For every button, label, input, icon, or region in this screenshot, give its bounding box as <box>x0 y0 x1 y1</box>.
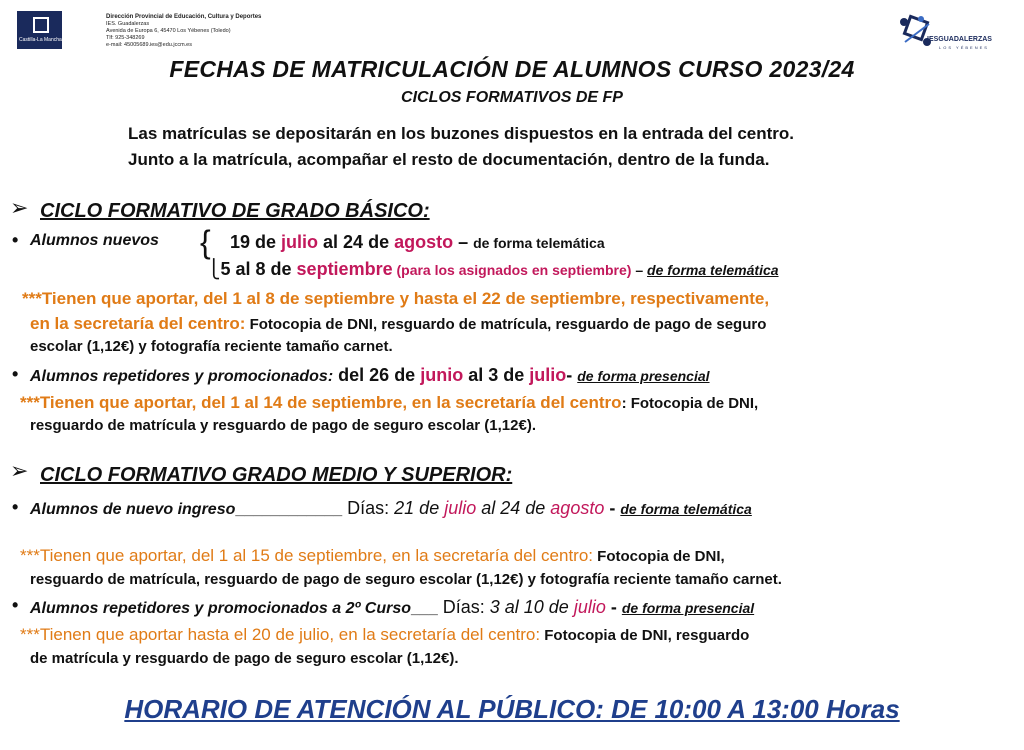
repeat-students-line <box>30 365 710 386</box>
logo-right-text: IESGUADALERZAS <box>927 36 992 43</box>
new-students-label: Alumnos nuevos <box>30 232 159 249</box>
repeat-label: Alumnos repetidores y promocionados a 2º Curso <box>30 600 412 617</box>
bullet-icon: • <box>12 497 19 517</box>
note-line: resguardo de matrícula y resguardo de pago de seguro escolar (1,12€). <box>30 417 537 434</box>
new-students-dates-2 <box>207 259 779 280</box>
new-students-dates-1 <box>230 232 605 253</box>
note-line: de matrícula y resguardo de pago de seguro escolar (1,12€). <box>30 650 459 667</box>
intro-line: Las matrículas se depositarán en los buzones dispuestos en la entrada del centro. <box>128 124 795 143</box>
month-red: agosto <box>394 232 454 252</box>
note-line <box>20 625 749 645</box>
brace-icon: { <box>200 224 211 260</box>
bullet-icon: • <box>12 364 19 384</box>
header-address <box>106 14 261 49</box>
text: 19 de <box>230 232 282 252</box>
month-red: julio <box>444 498 477 518</box>
note-orange: ***Tienen que aportar, del 1 al 15 de septiembre, en la secretaría del centro: <box>20 546 594 565</box>
month-red: julio <box>281 232 319 252</box>
text: 3 al 10 de <box>489 597 574 617</box>
text: – <box>453 232 474 252</box>
note-orange: ***Tienen que aportar hasta el 20 de julio, en la secretaría del centro: <box>20 625 541 644</box>
text: - <box>566 365 578 385</box>
text: 21 de <box>394 498 445 518</box>
mode-text: de forma presencial <box>621 600 755 616</box>
arrow-bullet-icon: ➢ <box>10 195 29 220</box>
month-red: agosto <box>550 498 605 518</box>
month-red: septiembre <box>296 259 393 279</box>
note-black: Fotocopia de DNI, resguardo de matrícula, resguardo de pago de seguro <box>245 316 767 333</box>
note-black: Fotocopia de DNI, resguardo <box>540 627 750 644</box>
mode-text: de forma telemática <box>473 235 605 251</box>
text: Días: <box>342 498 395 518</box>
note-line: ***Tienen que aportar, del 1 al 8 de septiembre y hasta el 22 de septiembre, respectivamente, <box>22 289 770 308</box>
intro-line: Junto a la matrícula, acompañar el resto de documentación, dentro de la funda. <box>128 150 770 169</box>
note-line: escolar (1,12€) y fotografía reciente tamaño carnet. <box>30 338 393 355</box>
header-line: e-mail: 45005689.ies@edu.jccm.es <box>106 42 192 48</box>
header-line: Tlf: 925-348269 <box>106 35 145 41</box>
note-orange: ***Tienen que aportar, del 1 al 14 de septiembre, en la secretaría del centro <box>20 393 622 412</box>
brace-icon: ⎩ <box>207 259 221 279</box>
arrow-bullet-icon: ➢ <box>10 458 29 483</box>
text: 5 al 8 de <box>220 259 297 279</box>
note-line <box>20 393 758 413</box>
month-red: junio <box>420 365 464 385</box>
header-line: Avenida de Europa 6, 45470 Los Yébenes (Toledo) <box>106 28 231 34</box>
logo-right-sub: LOS YÉBENES <box>939 45 989 50</box>
text: al 24 de <box>476 498 551 518</box>
text: – <box>631 262 648 278</box>
note-line <box>30 314 766 334</box>
bullet-icon: • <box>12 230 19 250</box>
castilla-la-mancha-logo <box>17 11 62 49</box>
header-line: Dirección Provincial de Educación, Cultura y Deportes <box>106 14 262 20</box>
section-title-basic: CICLO FORMATIVO DE GRADO BÁSICO: <box>40 200 430 222</box>
note-line <box>20 546 725 566</box>
mode-text: de forma telemática <box>620 501 752 517</box>
text: Días: <box>437 597 490 617</box>
repeat-label: Alumnos repetidores y promocionados: <box>30 368 334 385</box>
header-line: IES. Guadalerzas <box>106 21 150 27</box>
ies-guadalerzas-logo <box>899 14 999 54</box>
page-title: FECHAS DE MATRICULACIÓN DE ALUMNOS CURSO 2023/24 <box>169 56 855 82</box>
month-red: julio <box>573 597 606 617</box>
blank-line: ___ <box>411 600 438 617</box>
note-black: Fotocopia de DNI, <box>593 548 725 565</box>
text: - <box>605 597 622 617</box>
new-students-label: Alumnos de nuevo ingreso <box>30 501 236 518</box>
text: - <box>604 498 621 518</box>
text: al 3 de <box>463 365 530 385</box>
blank-line: ____________ <box>235 501 343 518</box>
text-red: (para los asignados en septiembre) <box>392 262 632 278</box>
logo-left-text: Castilla-La Mancha <box>19 37 62 43</box>
page-subtitle: CICLOS FORMATIVOS DE FP <box>401 89 623 106</box>
note-line: resguardo de matrícula, resguardo de pago de seguro escolar (1,12€) y fotografía reciente tamaño carnet. <box>30 571 782 588</box>
bullet-icon: • <box>12 595 19 615</box>
note-orange: en la secretaría del centro: <box>30 314 246 333</box>
month-red: julio <box>529 365 567 385</box>
new-students-line <box>30 498 752 519</box>
text: al 24 de <box>318 232 395 252</box>
note-black: : Fotocopia de DNI, <box>621 395 759 412</box>
logo-mark-icon <box>33 17 49 33</box>
text: del 26 de <box>333 365 421 385</box>
mode-text: de forma telemática <box>647 262 779 278</box>
opening-hours-footer: HORARIO DE ATENCIÓN AL PÚBLICO: DE 10:00 A 13:00 Horas <box>124 694 900 724</box>
repeat-students-line <box>30 597 754 618</box>
mode-text: de forma presencial <box>577 368 710 384</box>
section-title-medium-superior: CICLO FORMATIVO GRADO MEDIO Y SUPERIOR: <box>40 464 513 486</box>
